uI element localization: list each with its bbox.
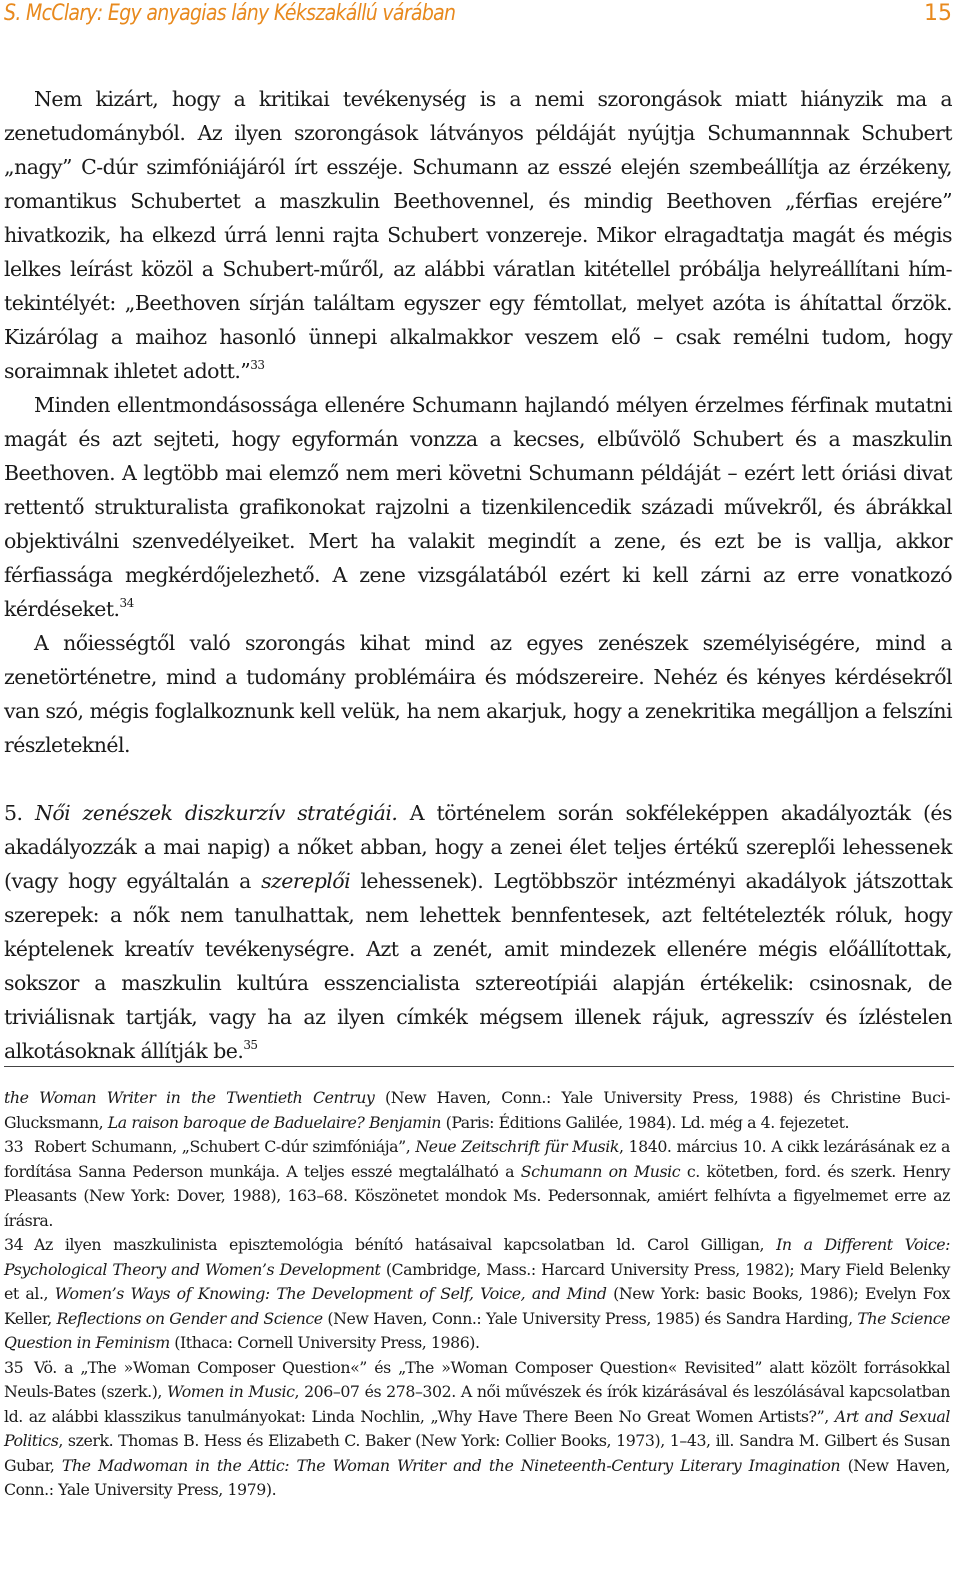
footnote-33-text-3: c. kötetben, ford. és szerk. Henry Pleasants (New York: Dover, 1988), 163–68. Köszönetet mondok Ms. Pedersonnak, amiért felhívta a figyelmemet erre az írásra. (4, 1161, 950, 1230)
footnote-33-em-2: Schumann on Music (520, 1161, 681, 1181)
footnote-35-em-3: The Madwoman in the Attic: The Woman Writer and the Nineteenth-Century Literary Imagination (61, 1455, 841, 1475)
paragraph-4-text-a: A történelem során sokféleképpen akadályozták (és akadályozzák a mai napig) a nőket abban, hogy a zenei élet teljes értékű szereplői lehessenek (vagy hogy egyáltalán a (4, 801, 952, 893)
main-text (4, 82, 952, 1068)
paragraph-2-text: Minden ellentmondásossága ellenére Schumann hajlandó mélyen érzelmes férfinak mutatni magát és azt sejteti, hogy egyformán vonzza a kecses, elbűvölő Schubert és a maszkulin Beethoven. A legtöbb mai elemző nem meri követni Schumann példáját – ezért lett óriási divat rettentő strukturalista grafikonokat rajzolni a tizenkilencedik századi művekről, és ábrákkal objektiválni szenvedélyeiket. Mert ha valakit megindít a zene, és ezt be is vallja, akkor férfiassága megkérdőjelezhető. A zene vizsgálatából ezért ki kell zárni az erre vonatkozó kérdéseket. (4, 393, 952, 621)
paragraph-1-text: Nem kizárt, hogy a kritikai tevékenység is a nemi szorongások miatt hiányzik ma a zenetudományból. Az ilyen szorongások látványos példáját nyújtja Schumannnak Schubert „nagy” C-dúr szimfóniájáról írt esszéje. Schumann az esszé elején szembeállítja az érzékeny, romantikus Schubertet a maszkulin Beethovennel, és mindig Beethoven „férfias erejére” hivatkozik, ha elkezd úrrá lenni rajta Schubert vonzereje. Mikor elragadtatja magát és mégis lelkes leírást közöl a Schubert-műről, az alábbi váratlan kitétellel próbálja helyreállítani hím-tekintélyét: „Beethoven sírján találtam egyszer egy fémtollat, melyet azóta is áhítattal őrzök. Kizárólag a maihoz hasonló ünnepi alkalmakkor veszem elő – csak remélni tudom, hogy soraimnak ihletet adott.” (4, 87, 952, 383)
footnote-33-text-2: , 1840. március 10. A cikk lezárásának ez a fordítása Sanna Pederson munkája. A teljes esszé megtalálható a (4, 1137, 950, 1181)
footnote-continued (4, 1086, 950, 1135)
section-number: 5. (4, 801, 35, 825)
footnote-34-em-1: In a Different Voice: Psychological Theory and Women’s Development (4, 1235, 950, 1279)
running-header-title: S. McClary: Egy anyagias lány Kékszakállú várában (4, 1, 456, 26)
footnote-cont-em-1: the Woman Writer in the Twentieth Centruy (4, 1088, 375, 1107)
section-title: Női zenészek diszkurzív stratégiái. (34, 801, 398, 825)
paragraph-1 (4, 82, 952, 388)
footnote-35-em-2: Art and Sexual Politics (4, 1406, 950, 1450)
footnote-cont-text-1: (New Haven, Conn.: Yale University Press, 1988) és Christine Buci-Glucksmann, (4, 1088, 950, 1132)
footnote-ref-35: 35 (243, 1038, 258, 1053)
footnote-33-text-1: Robert Schumann, „Schubert C-dúr szimfóniája”, (34, 1137, 416, 1156)
footnote-33-em-1: Neue Zeitschrift für Musik (415, 1137, 619, 1156)
footnote-34-text-4: (New Haven, Conn.: Yale University Press, 1985) és Sandra Harding, (322, 1308, 858, 1328)
footnote-divider (4, 1066, 954, 1067)
footnote-34-text-1: Az ilyen maszkulinista episztemológia bénító hatásaival kapcsolatban ld. Carol Gilligan, (34, 1235, 777, 1254)
footnote-35-text-1: Vö. a „The »Woman Composer Question«” és „The »Woman Composer Question« Revisited” alatt közölt forrásokkal Neuls-Bates (szerk.), (4, 1357, 950, 1401)
paragraph-3 (4, 626, 952, 762)
footnote-34-em-2: Women’s Ways of Knowing: The Development of Self, Voice, and Mind (54, 1284, 607, 1303)
paragraph-3-text: A nőiességtől való szorongás kihat mind az egyes zenészek személyiségére, mind a zenetörténetre, mind a tudomány problémáira és módszereire. Nehéz és kényes kérdésekről van szó, mégis foglalkoznunk kell velük, ha nem akarjuk, hogy a zenekritika megálljon a felszíni részleteknél. (4, 631, 952, 757)
footnote-34-em-3: Reflections on Gender and Science (56, 1308, 323, 1328)
footnote-34-em-4: The Science Question in Feminism (4, 1308, 950, 1352)
paragraph-4-emphasis: szereplői (261, 869, 351, 893)
running-header (0, 0, 960, 30)
footnote-34 (4, 1233, 950, 1356)
footnote-34-text-5: (Ithaca: Cornell University Press, 1986). (169, 1333, 480, 1352)
footnote-34-text-2: (Cambridge, Mass.: Harcard University Press, 1982); Mary Field Belenky et al., (4, 1259, 950, 1303)
paragraph-4-text-b: lehessenek). Legtöbbször intézményi akadályok játszottak szerepek: a nők nem tanulhattak, nem lehettek bennfentesek, azt feltételezték róluk, hogy képtelenek kreatív tevékenységre. Azt a zenét, amit mindezek ellenére mégis előállítottak, sokszor a maszkulin kultúra esszencialista sztereotípiái alapján értékelik: csinosnak, de triviálisnak tartják, vagy ha az ilyen címkék mégsem illenek rájuk, agresszív és ízléstelen alkotásoknak állítják be. (4, 869, 952, 1063)
page-number: 15 (924, 1, 952, 26)
footnote-33-number: 33 (4, 1137, 24, 1156)
footnote-cont-text-2: (Paris: Éditions Galilée, 1984). Ld. még a 4. fejezetet. (441, 1112, 850, 1132)
footnote-35-text-2: , 206–07 és 278–302. A női művészek és írók kizárásával és leszólásával kapcsolatban ld. az alábbi klasszikus tanulmányokat: Linda Nochlin, „Why Have There Been No Great Women Artists?”, (4, 1382, 950, 1426)
footnote-35-em-1: Women in Music (167, 1382, 295, 1401)
footnote-35-text-3: , szerk. Thomas B. Hess és Elizabeth C. Baker (New York: Collier Books, 1973), 1–43, ill. Sandra M. Gilbert és Susan Gubar, (4, 1431, 950, 1475)
footnote-ref-33: 33 (250, 358, 265, 373)
footnote-ref-34: 34 (119, 596, 134, 611)
footnote-33 (4, 1135, 950, 1233)
footnote-35 (4, 1356, 950, 1503)
paragraph-2 (4, 388, 952, 626)
footnote-cont-em-2: La raison baroque de Baduelaire? Benjamin (107, 1112, 442, 1132)
footnote-35-number: 35 (4, 1357, 24, 1377)
footnotes (4, 1086, 950, 1503)
footnote-34-text-3: (New York: basic Books, 1986); Evelyn Fox Keller, (4, 1284, 950, 1328)
footnote-35-text-4: (New Haven, Conn.: Yale University Press, 1979). (4, 1455, 950, 1499)
paragraph-4 (4, 796, 952, 1068)
footnote-34-number: 34 (4, 1235, 24, 1254)
